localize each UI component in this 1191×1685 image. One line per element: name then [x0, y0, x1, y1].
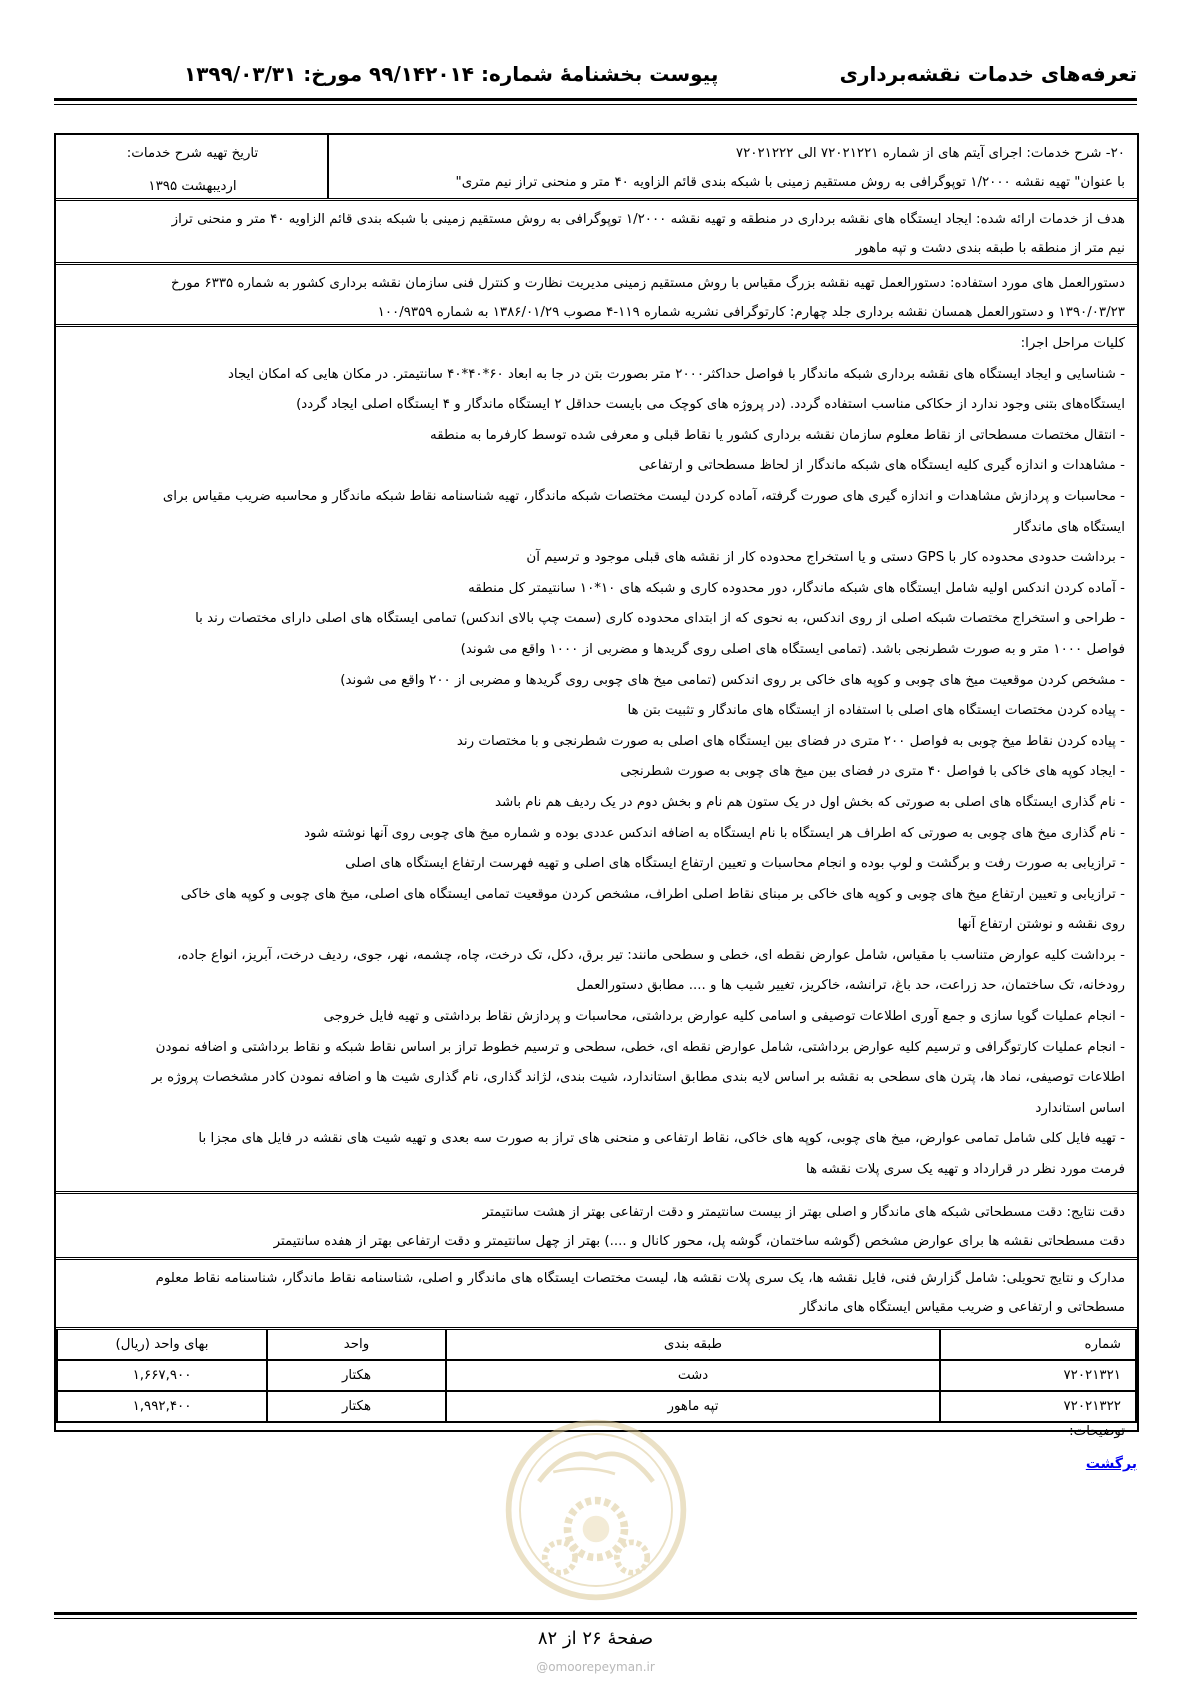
item-unit: هکتار: [267, 1391, 446, 1422]
step-line: - آماده کردن اندکس اولیه شامل ایستگاه های شبکه ماندگار، دور محدوده کاری و شبکه های ۱۰*۱۰ سانتیمتر کل منطقه: [468, 580, 1125, 596]
step-line: - ایجاد کوپه های خاکی با فواصل ۴۰ متری در فضای بین میخ های چوبی به صورت شطرنجی: [620, 764, 1125, 780]
step-line: - ترازیابی و تعیین ارتفاع میخ های چوبی و کوپه های خاکی بر مبنای نقاط اصلی اطراف، مشخص کردن موقعیت تمامی ایستگاه های اصلی، میخ های چوبی و کوپه های خاکی: [180, 886, 1125, 902]
execution-steps-section: [56, 327, 1137, 1194]
deliverables-line: مسطحاتی و ارتفاعی و ضریب مقیاس ایستگاه های ماندگار: [799, 1300, 1125, 1315]
page-number: صفحهٔ ۲۶ از ۸۲: [537, 1628, 654, 1649]
footer-rule-thin: [54, 1618, 1137, 1619]
step-line: - انتقال مختصات مسطحاتی از نقاط معلوم سازمان نقشه برداری کشور یا نقاط قبلی و معرفی شده توسط کارفرما به منطقه: [430, 427, 1125, 443]
price-table-header: [57, 1329, 1136, 1361]
purpose-line: نیم متر از منطقه با طبقه بندی دشت و تپه ماهور: [855, 241, 1125, 256]
column-header-unit: واحد: [267, 1329, 446, 1361]
service-date-label: تاریخ تهیه شرح خدمات:: [126, 146, 259, 161]
step-line: - مشاهدات و اندازه گیری کلیه ایستگاه های شبکه ماندگار از لحاظ مسطحاتی و ارتفاعی: [638, 458, 1125, 474]
steps-heading: کلیات مراحل اجرا:: [1020, 336, 1125, 351]
column-header-code: شماره: [940, 1329, 1136, 1361]
step-line: - انجام عملیات کارتوگرافی و ترسیم کلیه عوارض برداشتی، شامل عوارض نقطه ای، خطی، سطحی و ترسیم خطوط تراز بر اساس نقاط شبکه و نقاط برداشتی و اضافه نمودن: [155, 1039, 1125, 1055]
step-line: - شناسایی و ایجاد ایستگاه های نقشه برداری شبکه ماندگار با فواصل حداکثر۲۰۰۰ متر بصورت بتن در جا به ابعاد ۶۰*۴۰*۴۰ سانتیمتر. در مکان هایی که امکان ایجاد: [227, 366, 1125, 382]
site-watermark: @omoorepeyman.ir: [536, 1660, 655, 1674]
item-code: ۷۲۰۲۱۳۲۱: [940, 1360, 1136, 1391]
service-date-cell: [56, 135, 329, 198]
deliverables-line: مدارک و نتایج تحویلی: شامل گزارش فنی، فایل نقشه ها، یک سری پلات نقشه ها، لیست مختصات ایستگاه های ماندگار و اصلی، شناسنامه نقاط ماندگار، شناسنامه نقاط معلوم: [155, 1271, 1125, 1286]
step-line: روی نقشه و نوشتن ارتفاع آنها: [957, 917, 1125, 933]
service-items-line: ۲۰- شرح خدمات: اجرای آیتم های از شماره ۷۲۰۲۱۲۲۱ الی ۷۲۰۲۱۲۲۲: [735, 146, 1125, 161]
step-line: ایستگاه‌های بتنی وجود ندارد از حکاکی مناسب استفاده گردد. (در پروژه های کوچک می بایست حداقل ۲ ایستگاه ماندگار و ۴ ایستگاه اصلی ایجاد گردد): [296, 397, 1125, 413]
watermark-logo: [501, 1415, 691, 1605]
purpose-section: [56, 201, 1137, 265]
circular-reference: پیوست بخشنامهٔ شماره: ۹۹/۱۴۲۰۱۴ مورخ: ۱۳۹۹/۰۳/۳۱: [184, 62, 719, 86]
item-unit: هکتار: [267, 1360, 446, 1391]
header-rule-thin: [54, 104, 1137, 105]
manuals-line: دستورالعمل های مورد استفاده: دستورالعمل تهیه نقشه بزرگ مقیاس با روش مستقیم زمینی مدیریت نظارت و کنترل فنی سازمان نقشه برداری کشور به شماره ۶۳۳۵ مورخ: [170, 276, 1125, 291]
footer-rule: [54, 1612, 1137, 1615]
step-line: ایستگاه های ماندگار: [1014, 519, 1125, 535]
item-class: تپه ماهور: [446, 1391, 940, 1422]
manuals-section: [56, 265, 1137, 327]
step-line: - برداشت حدودی محدوده کار با GPS دستی و یا استخراج محدوده کار از نقشه های قبلی موجود و ترسیم آن: [526, 550, 1125, 566]
column-header-class: طبقه بندی: [446, 1329, 940, 1361]
step-line: - تهیه فایل کلی شامل تمامی عوارض، میخ های چوبی، کوپه های خاکی، نقاط ارتفاعی و منحنی های تراز به صورت سه بعدی و تهیه شیت های نقشه در فایل های مجزا با: [198, 1131, 1125, 1147]
accuracy-section: [56, 1194, 1137, 1260]
accuracy-line: دقت نتایج: دقت مسطحاتی شبکه های ماندگار و اصلی بهتر از بیست سانتیمتر و دقت ارتفاعی بهتر از هشت سانتیمتر: [482, 1205, 1125, 1220]
column-header-price: بهای واحد (ریال): [57, 1329, 267, 1361]
step-line: - پیاده کردن نقاط میخ چوبی به فواصل ۲۰۰ متری در فضای بین ایستگاه های اصلی به صورت شطرنجی و با مختصات رند: [456, 733, 1125, 749]
item-class: دشت: [446, 1360, 940, 1391]
service-description-frame: [54, 133, 1139, 1439]
step-line: اطلاعات توصیفی، نماد ها، پترن های سطحی به نقشه بر اساس لایه بندی مطابق استاندارد، شیت بندی، لژاند گذاری، نام گذاری شیت ها و اضافه نمودن کادر مشخصات پروژه بر: [151, 1070, 1125, 1086]
item-price: ۱,۹۹۲,۴۰۰: [57, 1391, 267, 1422]
step-line: - طراحی و استخراج مختصات شبکه اصلی از روی اندکس، به نحوی که از ابتدای محدوده کاری (سمت چپ بالای اندکس) تمامی ایستگاه های اصلی دارای مختصات رند با: [195, 611, 1125, 627]
service-date-value: اردیبهشت ۱۳۹۵: [148, 179, 237, 194]
document-title: تعرفه‌های خدمات نقشه‌برداری: [839, 62, 1137, 86]
deliverables-section: [56, 1260, 1137, 1322]
item-price: ۱,۶۶۷,۹۰۰: [57, 1360, 267, 1391]
step-line: - نام گذاری ایستگاه های اصلی به صورتی که بخش اول در یک ستون هم نام و بخش دوم در یک ردیف هم نام باشد: [495, 794, 1125, 810]
step-line: فرمت مورد نظر در قرارداد و تهیه یک سری پلات نقشه ها: [805, 1162, 1125, 1178]
table-row: [57, 1360, 1136, 1391]
service-title-line: با عنوان" تهیه نقشه ۱/۲۰۰۰ توپوگرافی به روش مستقیم زمینی با شبکه بندی قائم الزاویه ۴۰ متر و منحنی تراز نیم متری": [455, 175, 1125, 190]
price-table: [56, 1327, 1137, 1423]
header-rule: [54, 98, 1137, 101]
step-line: رودخانه، تک ساختمان، حد زراعت، حد باغ، ترانشه، خاکریز، تغییر شیب ها و .... مطابق دستورالعمل: [576, 978, 1125, 994]
service-title-cell: [327, 135, 1137, 198]
accuracy-line: دقت مسطحاتی نقشه ها برای عوارض مشخص (گوشه ساختمان، گوشه پل، محور کانال و ....) بهتر از چهل سانتیمتر و دقت ارتفاعی بهتر از هفده سانتیمتر: [273, 1234, 1125, 1249]
notes-label: توضیحات:: [1069, 1424, 1125, 1439]
step-line: - برداشت کلیه عوارض متناسب با مقیاس، شامل عوارض نقطه ای، خطی و سطحی مانند: تیر برق، دکل، تک درخت، چاه، چشمه، نهر، جوی، ردیف درخت، آبریز، انواع جاده،: [177, 947, 1125, 963]
manuals-line: ۱۳۹۰/۰۳/۲۳ و دستورالعمل همسان نقشه برداری جلد چهارم: کارتوگرافی نشریه شماره ۱۱۹-۴ مصوب ۱۳۸۶/۰۱/۲۹ به شماره ۱۰۰/۹۳۵۹: [377, 305, 1125, 320]
step-line: اساس استاندارد: [1035, 1100, 1125, 1116]
step-line: - مشخص کردن موقعیت میخ های چوبی و کوپه های خاکی بر روی اندکس (تمامی میخ های چوبی روی گریدها و مضربی از ۲۰۰ واقع می شوند): [340, 672, 1125, 688]
step-line: - انجام عملیات گویا سازی و جمع آوری اطلاعات توصیفی و اسامی کلیه عوارض برداشتی، محاسبات و پردازش نقاط برداشتی و تهیه فایل خروجی: [323, 1009, 1125, 1025]
step-line: - نام گذاری میخ های چوبی به صورتی که اطراف هر ایستگاه با نام ایستگاه به اضافه اندکس عددی بوده و شماره میخ های چوبی روی آنها نوشته شود: [304, 825, 1125, 841]
step-line: - پیاده کردن مختصات ایستگاه های اصلی با استفاده از ایستگاه های ماندگار و تثبیت بتن ها: [627, 703, 1125, 719]
step-line: - محاسبات و پردازش مشاهدات و اندازه گیری های صورت گرفته، آماده کردن لیست مختصات شبکه ماندگار، تهیه شناسنامه نقاط شبکه ماندگار و محاسبه ضریب مقیاس برای: [162, 488, 1125, 504]
back-link[interactable]: برگشت: [1085, 1456, 1137, 1472]
purpose-line: هدف از خدمات ارائه شده: ایجاد ایستگاه های نقشه برداری در منطقه و تهیه نقشه ۱/۲۰۰۰ توپوگرافی به روش مستقیم زمینی با شبکه بندی قائم الزاویه ۴۰ متر و منحنی تراز: [171, 212, 1125, 227]
step-line: فواصل ۱۰۰۰ متر و به صورت شطرنجی باشد. (تمامی ایستگاه های اصلی روی گریدها و مضربی از ۱۰۰۰ واقع می شوند): [460, 641, 1125, 657]
step-line: - ترازیابی به صورت رفت و برگشت و لوپ بوده و انجام محاسبات و تعیین ارتفاع ایستگاه های اصلی و تهیه فهرست ارتفاع ایستگاه های اصلی: [345, 856, 1125, 872]
service-title-row: [56, 135, 1137, 201]
item-code: ۷۲۰۲۱۳۲۲: [940, 1391, 1136, 1422]
